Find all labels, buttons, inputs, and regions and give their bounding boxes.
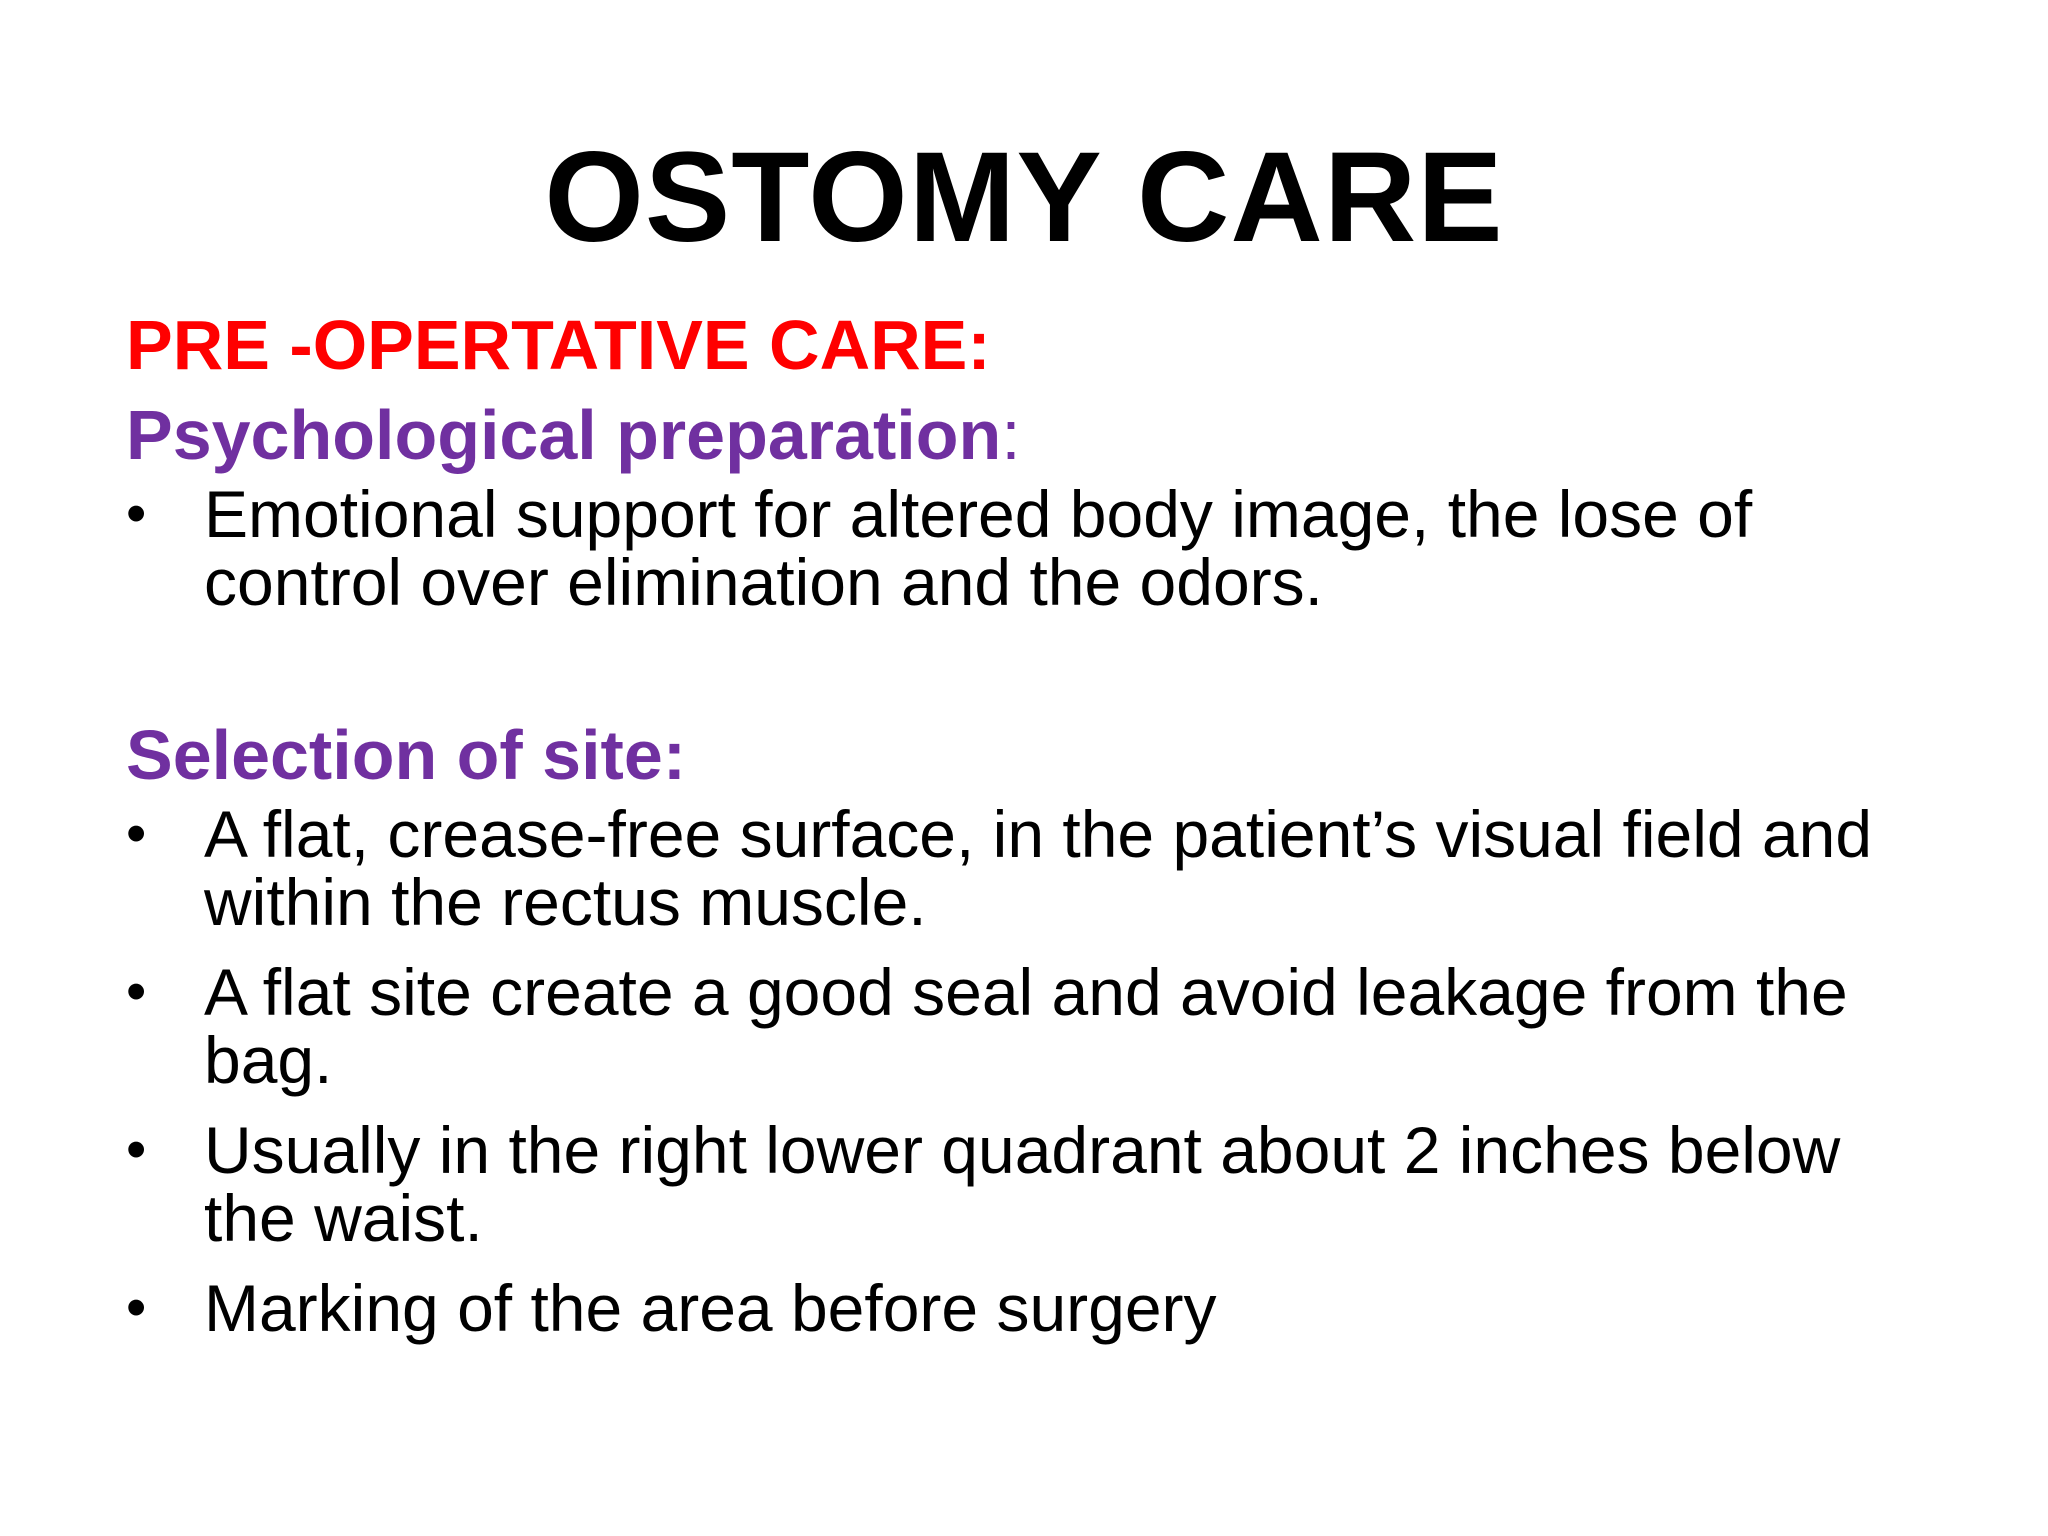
bullet-dot-icon: • — [126, 801, 147, 866]
psychological-bullet-list — [126, 477, 1926, 619]
spacer — [126, 638, 1926, 710]
bullet-text: Marking of the area before surgery — [204, 1271, 1217, 1345]
list-item — [126, 477, 1926, 619]
bullet-text: Usually in the right lower quadrant about 2 inches below the waist. — [204, 1113, 1841, 1255]
slide-content — [126, 300, 1926, 1364]
bullet-text: A flat, crease-free surface, in the patient’s visual field and within the rectus muscle. — [204, 797, 1873, 939]
list-item — [126, 1113, 1926, 1255]
list-item — [126, 955, 1926, 1097]
site-selection-bullet-list — [126, 797, 1926, 1345]
list-item — [126, 1271, 1926, 1345]
list-item — [126, 797, 1926, 939]
bullet-text: Emotional support for altered body image, the lose of control over elimination and the odors. — [204, 477, 1753, 619]
bullet-dot-icon: • — [126, 959, 147, 1024]
bullet-dot-icon: • — [126, 1117, 147, 1182]
subheading-site-selection: Selection of site: — [126, 716, 687, 794]
subheading-psychological-text: Psychological preparation — [126, 396, 1002, 474]
bullet-dot-icon: • — [126, 481, 147, 546]
subheading-psychological-colon: : — [1001, 396, 1021, 474]
subheading-psychological — [126, 390, 1926, 480]
slide-title: OSTOMY CARE — [544, 126, 1504, 269]
section-heading-pre-operative: PRE -OPERTATIVE CARE: — [126, 306, 991, 384]
bullet-text: A flat site create a good seal and avoid leakage from the bag. — [204, 955, 1848, 1097]
bullet-dot-icon: • — [126, 1275, 147, 1340]
